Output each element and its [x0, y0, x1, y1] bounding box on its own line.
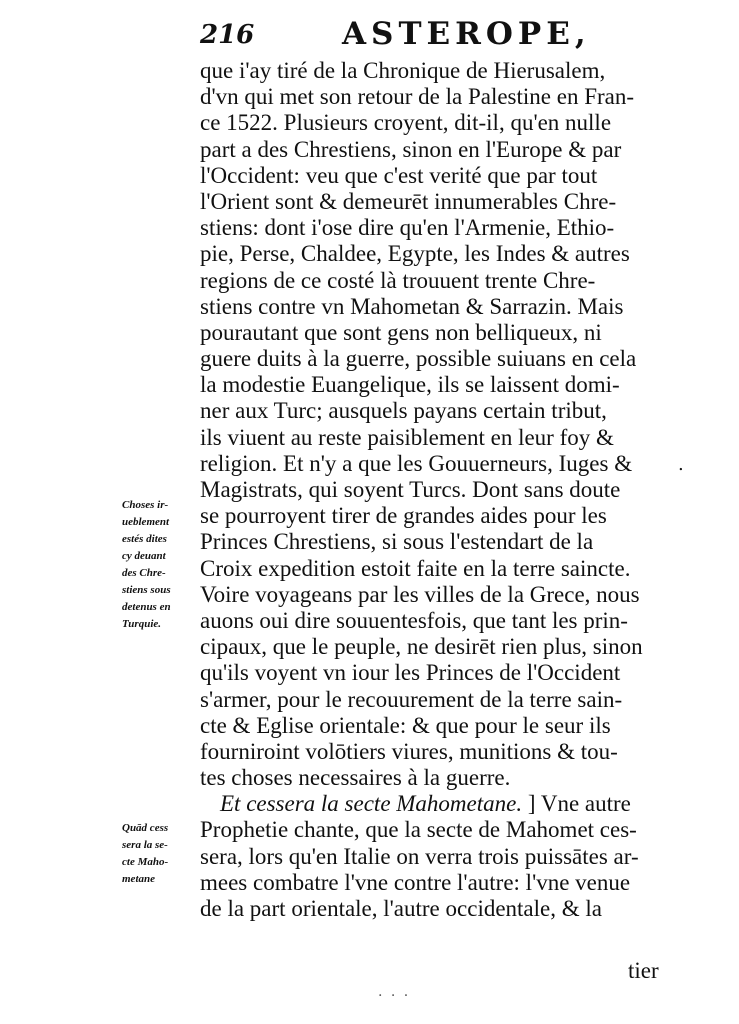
text-line: ce 1522. Plusieurs croyent, dit-il, qu'en nulle — [200, 110, 612, 136]
text-line: de la part orientale, l'autre occidentale, & la — [200, 896, 602, 921]
margin-note-line: metane — [122, 873, 155, 885]
text-line: auons oui dire souuentesfois, que tant les prin- — [200, 607, 628, 633]
text-line: cte & Eglise orientale: & que pour le seur ils — [200, 712, 611, 738]
text-line: Croix expedition estoit faite en la terre saincte. — [200, 555, 631, 581]
text-line: l'Occident: veu que c'est verité que par tout — [200, 162, 598, 188]
text-line: religion. Et n'y a que les Gouuerneurs, Iuges & — [200, 450, 633, 476]
text-line: guere duits à la guerre, possible suiuans en cela — [200, 346, 637, 372]
text-line: se pourroyent tirer de grandes aides pour les — [200, 503, 607, 529]
text-line: ils viuent au reste paisiblement en leur foy & — [200, 424, 614, 450]
margin-note-line: Turquie. — [122, 618, 162, 630]
text-line: que i'ay tiré de la Chronique de Hierusalem, — [200, 58, 606, 83]
text-line: d'vn qui met son retour de la Palestine en Fran- — [200, 84, 635, 110]
running-title: ASTEROPE, — [342, 16, 591, 52]
margin-note-mahometan-sect — [122, 820, 204, 888]
main-text-block — [200, 58, 680, 922]
text-line: stiens contre vn Mahometan & Sarrazin. Mais — [200, 293, 624, 319]
text-line: la modestie Euangelique, ils se laissent domi- — [200, 372, 620, 398]
lemma-continuation: ] Vne autre — [522, 791, 631, 817]
text-line: sera, lors qu'en Italie on verra trois puissātes ar- — [200, 843, 639, 869]
margin-note-line: Choses ir- — [122, 499, 169, 511]
running-head — [200, 14, 620, 54]
lemma-text: Et cessera la secte Mahometane. — [220, 791, 523, 817]
text-line: pourautant que sont gens non belliqueux, ni — [200, 319, 602, 345]
margin-note-line: ueblement — [122, 516, 170, 528]
text-line: pie, Perse, Chaldee, Egypte, les Indes & autres — [200, 241, 630, 267]
bottom-marks: . . . — [378, 984, 411, 1000]
page-number: 216 — [200, 20, 255, 50]
text-line: tes choses necessaires à la guerre. — [200, 765, 511, 791]
margin-note-line: stiens sous — [122, 584, 171, 596]
margin-note-line: sera la se- — [122, 839, 168, 851]
margin-note-line: estés dites — [122, 533, 167, 545]
text-line: regions de ce costé là trouuent trente Chre- — [200, 267, 596, 293]
catchword: tier — [628, 958, 659, 983]
stray-mark: . — [678, 454, 684, 475]
text-line: stiens: dont i'ose dire qu'en l'Armenie, Ethio- — [200, 215, 615, 241]
text-line: fourniroint volōtiers viures, munitions & tou- — [200, 738, 618, 764]
margin-note-line: cy deuant — [122, 550, 166, 562]
text-line: qu'ils voyent vn iour les Princes de l'Occident — [200, 660, 621, 686]
text-line: Princes Chrestiens, si sous l'estendart de la — [200, 529, 594, 555]
lemma-line — [200, 791, 680, 817]
text-line: Voire voyageans par les villes de la Grece, nous — [200, 581, 640, 607]
text-line: l'Orient sont & demeurēt innumerables Chre- — [200, 188, 617, 214]
text-line: Prophetie chante, que la secte de Mahomet ces- — [200, 817, 637, 843]
margin-note-line: cte Maho- — [122, 856, 169, 868]
text-line: ner aux Turc; ausquels payans certain tribut, — [200, 398, 607, 424]
margin-note-line: Quād cess — [122, 822, 169, 834]
text-line: Magistrats, qui soyent Turcs. Dont sans doute — [200, 477, 621, 502]
text-line: cipaux, que le peuple, ne desirēt rien plus, sinon — [200, 634, 643, 660]
text-line: mees combatre l'vne contre l'autre: l'vne venue — [200, 869, 631, 895]
text-line: part a des Chrestiens, sinon en l'Europe & par — [200, 136, 622, 162]
margin-note-line: des Chre- — [122, 567, 166, 579]
margin-note-line: detenus en — [122, 601, 171, 613]
text-line: s'armer, pour le recouurement de la terre sain- — [200, 686, 623, 712]
margin-note-christians — [122, 497, 204, 633]
